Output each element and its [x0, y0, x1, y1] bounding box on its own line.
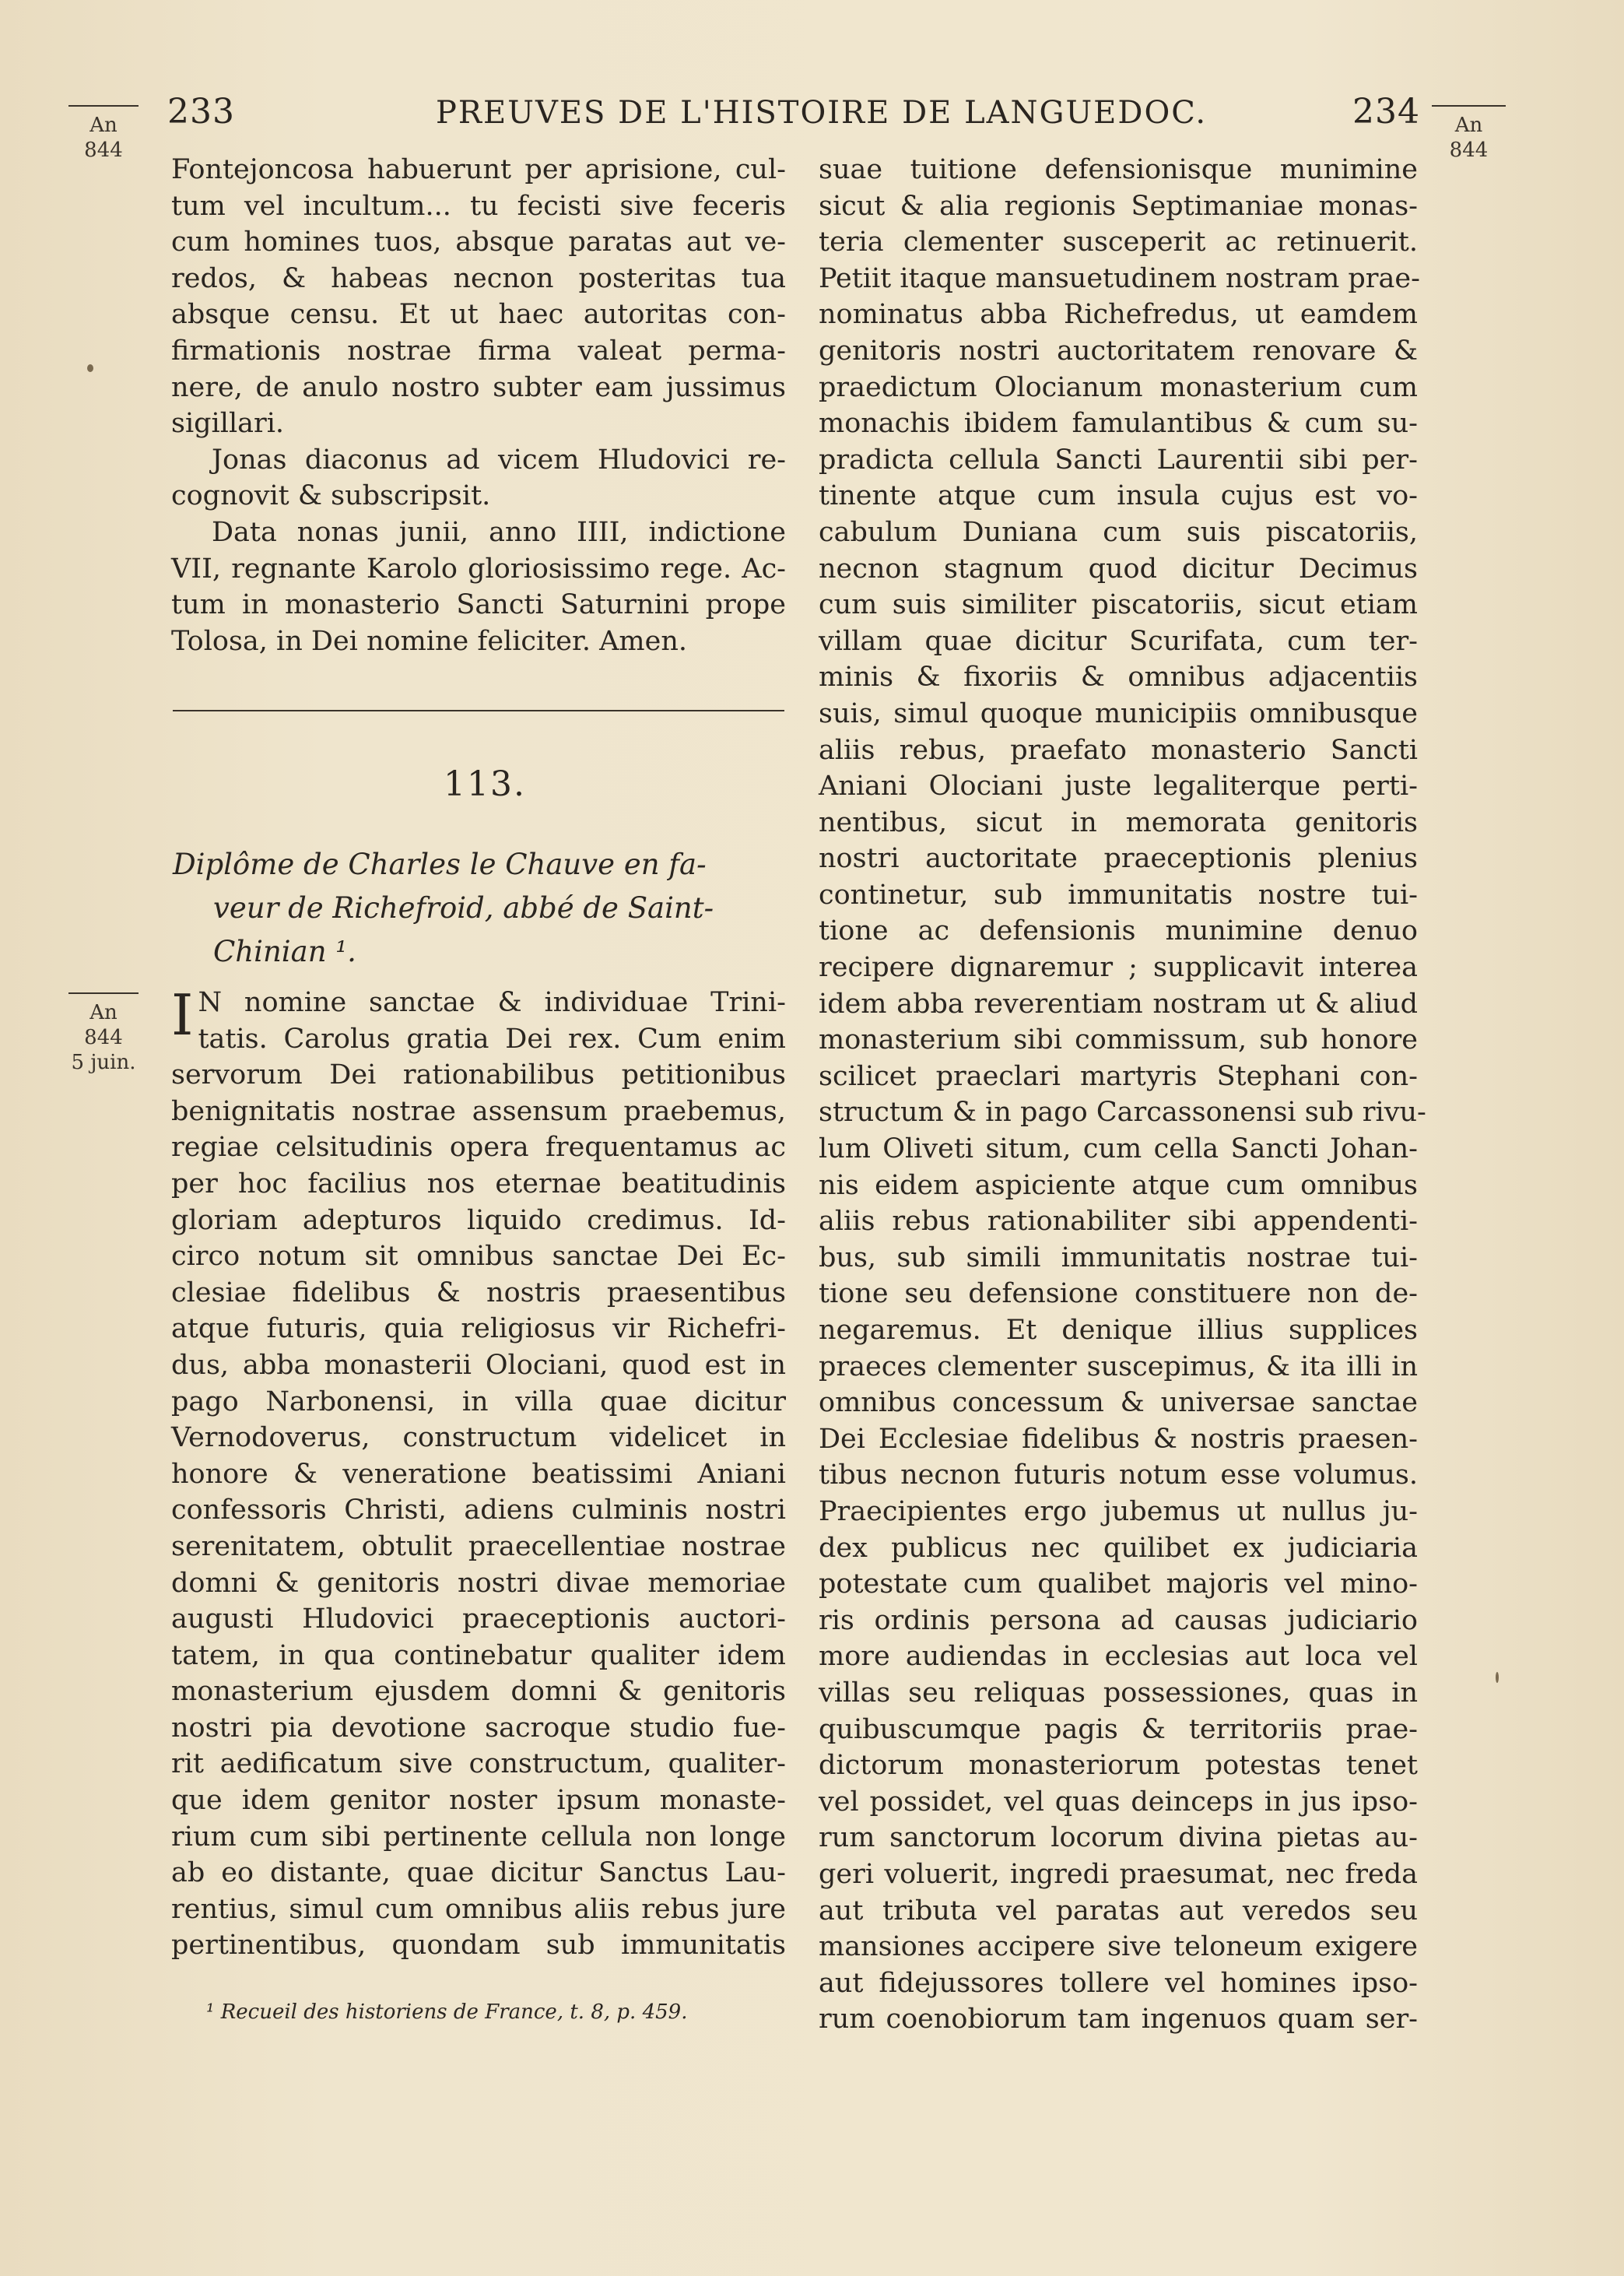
text-line: tum in monasterio Sancti Saturnini prope — [171, 589, 786, 621]
footnote: ¹ Recueil des historiens de France, t. 8, p. 459. — [206, 2000, 688, 2024]
text-line: sigillari. — [171, 408, 285, 440]
text-line: absque censu. Et ut haec autoritas con- — [171, 299, 786, 331]
text-line: tatis. Carolus gratia Dei rex. Cum enim — [198, 1023, 786, 1055]
text-line: continetur, sub immunitatis nostre tui- — [819, 879, 1418, 911]
text-line: sicut & alia regionis Septimaniae monas- — [819, 190, 1418, 222]
text-line: pradicta cellula Sancti Laurentii sibi per- — [819, 444, 1418, 476]
text-line: clesiae fidelibus & nostris praesentibus — [171, 1277, 786, 1308]
text-line: gloriam adepturos liquido credimus. Id- — [171, 1204, 786, 1236]
text-line: tum vel incultum... tu fecisti sive feceris — [171, 190, 786, 222]
text-line: ab eo distante, quae dicitur Sanctus Lau- — [171, 1857, 786, 1889]
text-line: dex publicus nec quilibet ex judiciaria — [819, 1532, 1418, 1564]
section-number: 113. — [444, 764, 526, 804]
margin-year: 844 — [84, 139, 123, 162]
ink-speck — [1496, 1672, 1499, 1683]
text-line: firmationis nostrae firma valeat perma- — [171, 335, 786, 367]
text-line: vel possidet, vel quas deinceps in jus ipso- — [819, 1786, 1418, 1818]
text-line: monasterium ejusdem domni & genitoris — [171, 1676, 786, 1708]
margin-rule — [68, 105, 139, 107]
text-line: aut tributa vel paratas aut veredos seu — [819, 1895, 1418, 1927]
text-line: Vernodoverus, constructum videlicet in — [171, 1422, 786, 1454]
margin-rule — [1432, 105, 1506, 107]
text-line: redos, & habeas necnon posteritas tua — [171, 262, 786, 294]
text-line: nere, de anulo nostro subter eam jussimus — [171, 371, 786, 403]
text-line: bus, sub simili immunitatis nostrae tui- — [819, 1242, 1418, 1273]
section-title-line: Chinian ¹. — [213, 935, 356, 968]
ink-speck — [87, 364, 93, 372]
text-line: nis eidem aspiciente atque cum omnibus — [819, 1169, 1418, 1201]
text-line: aliis rebus rationabiliter sibi appendenti- — [819, 1206, 1418, 1238]
right-column — [819, 152, 1426, 2038]
margin-note-top-left — [68, 105, 139, 163]
text-line: suis, simul quoque municipiis omnibusque — [819, 697, 1418, 729]
text-line: rentius, simul cum omnibus aliis rebus jure — [171, 1893, 786, 1925]
running-title: PREUVES DE L'HISTOIRE DE LANGUEDOC. — [436, 95, 1208, 131]
text-line: Jonas diaconus ad vicem Hludovici re- — [212, 444, 786, 476]
text-line: N nomine sanctae & individuae Trini- — [198, 987, 786, 1018]
text-line: rit aedificatum sive constructum, qualiter- — [171, 1748, 786, 1780]
section-title-line: Diplôme de Charles le Chauve en fa- — [173, 848, 707, 881]
text-line: Aniani Olociani juste legaliterque perti- — [819, 771, 1418, 803]
text-line: que idem genitor noster ipsum monaste- — [171, 1785, 786, 1817]
text-line: rum sanctorum locorum divina pietas au- — [819, 1822, 1418, 1854]
text-line: honore & veneratione beatissimi Aniani — [171, 1458, 786, 1490]
text-line: Dei Ecclesiae fidelibus & nostris praesen- — [819, 1423, 1418, 1455]
text-line: ris ordinis persona ad causas judiciario — [819, 1604, 1418, 1636]
text-line: tione ac defensionis munimine denuo — [819, 915, 1418, 947]
margin-rule — [68, 992, 139, 994]
text-line: augusti Hludovici praeceptionis auctori- — [171, 1603, 786, 1635]
text-line: structum & in pago Carcassonensi sub rivu- — [819, 1097, 1426, 1129]
text-line: nostri auctoritate praeceptionis plenius — [819, 843, 1418, 875]
text-line: VII, regnante Karolo gloriosissimo rege. Ac- — [171, 553, 786, 585]
text-line: nentibus, sicut in memorata genitoris — [819, 806, 1418, 838]
text-line: necnon stagnum quod dicitur Decimus — [819, 553, 1418, 585]
text-line: aut fidejussores tollere vel homines ipso- — [819, 1967, 1418, 1999]
text-line: benignitatis nostrae assensum praebemus, — [171, 1095, 786, 1127]
text-line: villam quae dicitur Scurifata, cum ter- — [819, 625, 1418, 657]
text-line: Data nonas junii, anno IIII, indictione — [212, 516, 786, 548]
text-line: pertinentibus, quondam sub immunitatis — [171, 1930, 786, 1962]
text-line: Tolosa, in Dei nomine feliciter. Amen. — [171, 625, 687, 657]
text-line: regiae celsitudinis opera frequentamus ac — [171, 1132, 786, 1164]
section-title — [173, 843, 784, 974]
text-line: more audiendas in ecclesias aut loca vel — [819, 1641, 1418, 1673]
text-line: praedictum Olocianum monasterium cum — [819, 371, 1418, 403]
text-line: suae tuitione defensionisque munimine — [819, 154, 1418, 185]
margin-label: An — [89, 114, 118, 137]
text-line: cabulum Duniana cum suis piscatoriis, — [819, 516, 1418, 548]
text-line: teria clementer susceperit ac retinuerit. — [819, 227, 1418, 258]
left-column-body — [171, 982, 786, 1964]
text-line: tibus necnon futuris notum esse volumus. — [819, 1459, 1418, 1491]
text-line: rum coenobiorum tam ingenuos quam ser- — [819, 2004, 1418, 2035]
text-line: genitoris nostri auctoritatem renovare & — [819, 335, 1418, 367]
text-line: cum homines tuos, absque paratas aut ve- — [171, 227, 786, 258]
text-line: aliis rebus, praefato monasterio Sancti — [819, 734, 1418, 766]
margin-label: An — [1454, 114, 1483, 137]
text-line: servorum Dei rationabilibus petitionibus — [171, 1059, 786, 1091]
text-line: confessoris Christi, adiens culminis nostri — [171, 1495, 786, 1526]
text-line: quibuscumque pagis & territoriis prae- — [819, 1713, 1418, 1745]
text-line: praeces clementer suscepimus, & ita illi in — [819, 1350, 1418, 1382]
text-line: circo notum sit omnibus sanctae Dei Ec- — [171, 1241, 786, 1273]
text-line: villas seu reliquas possessiones, quas in — [819, 1677, 1418, 1709]
text-line: nominatus abba Richefredus, ut eamdem — [819, 299, 1418, 331]
text-line: dictorum monasteriorum potestas tenet — [819, 1750, 1418, 1782]
text-line: per hoc facilius nos eternae beatitudinis — [171, 1168, 786, 1199]
margin-note-mid-left — [68, 992, 139, 1075]
text-line: minis & fixoriis & omnibus adjacentiis — [819, 662, 1418, 694]
drop-cap: I — [171, 982, 194, 1048]
margin-label: An — [89, 1001, 118, 1024]
right-page-number: 234 — [1352, 92, 1420, 132]
text-line: Fontejoncosa habuerunt per aprisione, cul- — [171, 154, 786, 185]
margin-year: 844 — [84, 1026, 123, 1049]
text-line: lum Oliveti situm, cum cella Sancti Johan- — [819, 1133, 1418, 1165]
text-line: serenitatem, obtulit praecellentiae nostrae — [171, 1530, 786, 1562]
text-line: geri voluerit, ingredi praesumat, nec freda — [819, 1858, 1418, 1890]
text-line: nostri pia devotione sacroque studio fue- — [171, 1712, 786, 1744]
text-line: tinente atque cum insula cujus est vo- — [819, 480, 1418, 512]
section-separator — [173, 710, 784, 711]
text-line: negaremus. Et denique illius supplices — [819, 1315, 1418, 1346]
text-line: Petiit itaque mansuetudinem nostram prae- — [819, 262, 1420, 294]
text-line: cum suis similiter piscatoriis, sicut etiam — [819, 589, 1418, 621]
left-column-top — [171, 152, 786, 659]
running-header — [167, 92, 1420, 146]
margin-note-top-right — [1432, 105, 1506, 163]
text-line: scilicet praeclari martyris Stephani con- — [819, 1060, 1418, 1092]
text-line: monasterium sibi commissum, sub honore — [819, 1024, 1418, 1056]
text-line: rium cum sibi pertinente cellula non longe — [171, 1821, 786, 1853]
text-line: cognovit & subscripsit. — [171, 480, 491, 512]
text-line: domni & genitoris nostri divae memoriae — [171, 1567, 786, 1599]
margin-date: 5 juin. — [71, 1051, 136, 1074]
section-title-line: veur de Richefroid, abbé de Saint- — [213, 891, 714, 925]
text-line: idem abba reverentiam nostram ut & aliud — [819, 988, 1418, 1020]
text-line: recipere dignaremur ; supplicavit interea — [819, 952, 1418, 984]
text-line: Praecipientes ergo jubemus ut nullus ju- — [819, 1495, 1418, 1527]
text-line: pago Narbonensi, in villa quae dicitur — [171, 1386, 786, 1417]
text-line: dus, abba monasterii Olociani, quod est in — [171, 1349, 786, 1381]
text-line: potestate cum qualibet majoris vel mino- — [819, 1568, 1418, 1600]
margin-year: 844 — [1449, 139, 1489, 162]
text-line: omnibus concessum & universae sanctae — [819, 1387, 1418, 1419]
text-line: tatem, in qua continebatur qualiter idem — [171, 1639, 786, 1671]
text-line: monachis ibidem famulantibus & cum su- — [819, 408, 1418, 440]
left-page-number: 233 — [167, 92, 235, 132]
text-line: tione seu defensione constituere non de- — [819, 1278, 1418, 1310]
text-line: atque futuris, quia religiosus vir Richefri- — [171, 1313, 786, 1345]
text-line: mansiones accipere sive teloneum exigere — [819, 1931, 1418, 1963]
